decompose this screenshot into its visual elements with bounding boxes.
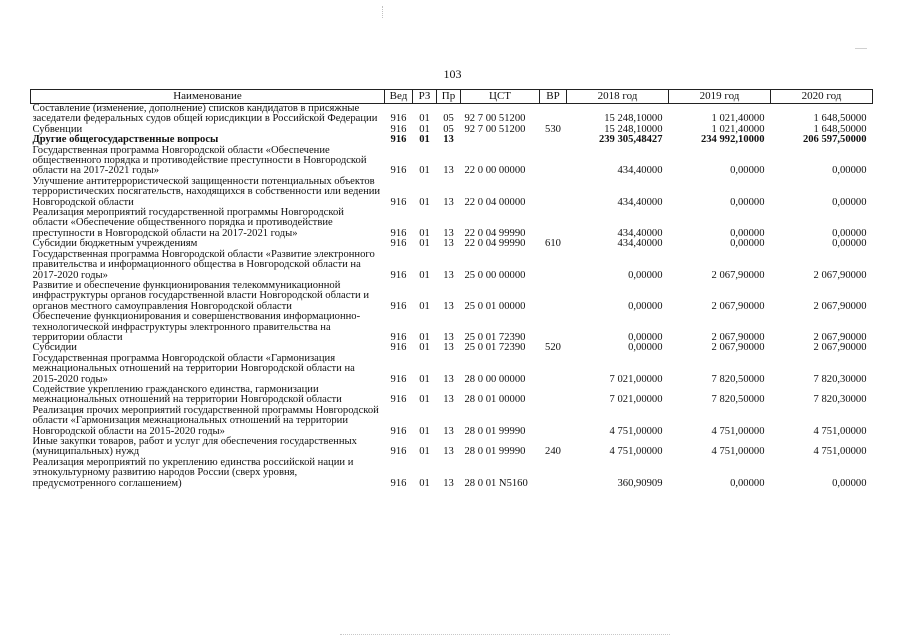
cell-rz: 01 — [419, 446, 430, 458]
cell-cst: 28 0 01 N5160 — [464, 477, 528, 489]
cell-2020: 7 820,30000 — [813, 394, 867, 406]
scan-mark-right — [855, 48, 867, 50]
cell-name: Субсидии бюджетным учреждениям — [32, 238, 198, 250]
cell-vr: 240 — [545, 446, 561, 458]
cell-vr: 520 — [545, 342, 561, 354]
cell-name: Улучшение антитеррористической защищенности потенциальных объектов террористических посягательств, находящихся в собственности или ведении Новгородской области — [32, 175, 381, 208]
cell-rz: 01 — [419, 331, 430, 343]
cell-2018: 7 021,00000 — [609, 394, 663, 406]
cell-rz: 01 — [419, 342, 430, 354]
cell-vr — [540, 458, 567, 489]
cell-pr: 13 — [443, 227, 454, 239]
cell-cst: 22 0 00 00000 — [464, 165, 526, 177]
cell-name: Субсидии — [32, 342, 77, 354]
cell-rz: 01 — [419, 113, 430, 125]
cell-rz: 01 — [419, 373, 430, 385]
cell-ved: 916 — [390, 446, 407, 458]
cell-vr: 530 — [545, 123, 561, 135]
header-ved: Вед — [385, 90, 413, 104]
cell-rz: 01 — [419, 425, 430, 437]
cell-2019: 0,00000 — [730, 238, 765, 250]
cell-2020: 0,00000 — [832, 238, 867, 250]
cell-pr: 13 — [443, 165, 454, 177]
cell-2019: 0,00000 — [730, 227, 765, 239]
cell-2018: 7 021,00000 — [609, 373, 663, 385]
table-row — [31, 104, 873, 125]
cell-pr: 13 — [443, 238, 454, 250]
cell-pr: 05 — [443, 123, 454, 135]
cell-2019: 0,00000 — [730, 477, 765, 489]
table-row — [31, 458, 873, 489]
cell-2019: 7 820,50000 — [711, 373, 765, 385]
cell-cst: 25 0 00 00000 — [464, 269, 526, 281]
cell-rz: 01 — [419, 269, 430, 281]
cell-pr: 13 — [443, 331, 454, 343]
cell-2019: 7 820,50000 — [711, 394, 765, 406]
cell-2019: 4 751,00000 — [711, 446, 765, 458]
cell-cst: 22 0 04 99990 — [464, 238, 526, 250]
cell-ved: 916 — [390, 134, 407, 146]
header-cst: ЦСТ — [461, 90, 540, 104]
cell-name: Другие общегосударственные вопросы — [32, 134, 219, 146]
cell-2020: 0,00000 — [832, 227, 867, 239]
cell-pr: 05 — [443, 113, 454, 125]
cell-name: Реализация мероприятий государственной программы Новгородской области «Обеспечение общественного порядка и противодействие преступности в Новгородской области на 2017-2021 годы» — [32, 207, 344, 239]
cell-2020: 1 648,50000 — [813, 113, 867, 125]
cell-vr — [540, 281, 567, 312]
cell-2018: 434,40000 — [617, 238, 663, 250]
cell-2018: 4 751,00000 — [609, 446, 663, 458]
cell-pr: 13 — [443, 134, 454, 146]
cell-vr: 610 — [545, 238, 561, 250]
cell-vr — [540, 385, 567, 406]
cell-cst: 22 0 04 99990 — [464, 227, 526, 239]
cell-name: Обеспечение функционирования и совершенствования информационно- технологической инфраструктуры электронного правительства на территории области — [32, 311, 361, 343]
cell-vr — [540, 312, 567, 343]
cell-2019: 2 067,90000 — [711, 269, 765, 281]
cell-2018: 4 751,00000 — [609, 425, 663, 437]
cell-2018: 434,40000 — [617, 165, 663, 177]
cell-pr: 13 — [443, 342, 454, 354]
cell-pr: 13 — [443, 300, 454, 312]
cell-2018: 0,00000 — [628, 342, 663, 354]
cell-rz: 01 — [419, 134, 430, 146]
cell-name: Субвенции — [32, 123, 83, 135]
header-2018: 2018 год — [567, 90, 669, 104]
cell-cst: 92 7 00 51200 — [464, 113, 526, 125]
cell-ved: 916 — [390, 196, 407, 208]
scan-smudge-bottom — [340, 634, 670, 637]
cell-name: Государственная программа Новгородской области «Развитие электронного правительства и информационного общества в Новгородской области на 2017-2020 годы» — [32, 248, 375, 281]
cell-rz: 01 — [419, 300, 430, 312]
header-2020: 2020 год — [771, 90, 873, 104]
cell-ved: 916 — [390, 123, 407, 135]
cell-ved: 916 — [390, 342, 407, 354]
cell-2018: 360,90909 — [617, 477, 663, 489]
cell-vr — [540, 177, 567, 208]
budget-table — [30, 89, 873, 489]
header-rz: РЗ — [413, 90, 437, 104]
table-row — [31, 385, 873, 406]
cell-ved: 916 — [390, 394, 407, 406]
table-row — [31, 250, 873, 281]
cell-ved: 916 — [390, 425, 407, 437]
cell-2018: 0,00000 — [628, 331, 663, 343]
cell-2020: 0,00000 — [832, 196, 867, 208]
cell-2020: 0,00000 — [832, 165, 867, 177]
cell-vr — [540, 146, 567, 177]
cell-cst: 28 0 01 00000 — [464, 394, 526, 406]
table-row — [31, 208, 873, 239]
cell-pr: 13 — [443, 446, 454, 458]
table-row — [31, 177, 873, 208]
page-number: 103 — [443, 67, 462, 81]
cell-ved: 916 — [390, 477, 407, 489]
cell-cst: 28 0 01 99990 — [464, 446, 526, 458]
cell-cst: 92 7 00 51200 — [464, 123, 526, 135]
cell-vr — [540, 354, 567, 385]
cell-rz: 01 — [419, 196, 430, 208]
cell-ved: 916 — [390, 373, 407, 385]
cell-2020: 2 067,90000 — [813, 269, 867, 281]
cell-2019: 2 067,90000 — [711, 300, 765, 312]
cell-vr — [540, 135, 567, 145]
cell-rz: 01 — [419, 165, 430, 177]
cell-2019: 4 751,00000 — [711, 425, 765, 437]
cell-2018: 434,40000 — [617, 196, 663, 208]
cell-ved: 916 — [390, 113, 407, 125]
cell-2020: 7 820,30000 — [813, 373, 867, 385]
cell-2020: 1 648,50000 — [813, 123, 867, 135]
cell-rz: 01 — [419, 123, 430, 135]
cell-name: Реализация мероприятий по укреплению единства российской нации и этнокультурному развитию народов России (сверх уровня, предусмотренного соглашением) — [32, 456, 354, 489]
table-row — [31, 312, 873, 343]
cell-rz: 01 — [419, 238, 430, 250]
table-row — [31, 354, 873, 385]
cell-pr: 13 — [443, 477, 454, 489]
cell-cst: 28 0 01 99990 — [464, 425, 526, 437]
cell-2019: 1 021,40000 — [711, 113, 765, 125]
cell-ved: 916 — [390, 165, 407, 177]
cell-2018: 239 305,48427 — [598, 134, 663, 146]
cell-2019: 0,00000 — [730, 165, 765, 177]
cell-name: Иные закупки товаров, работ и услуг для обеспечения государственных (муниципальных) нужд — [32, 436, 357, 458]
header-name: Наименование — [31, 90, 385, 104]
cell-2020: 2 067,90000 — [813, 331, 867, 343]
cell-2018: 434,40000 — [617, 227, 663, 239]
cell-2019: 2 067,90000 — [711, 331, 765, 343]
cell-ved: 916 — [390, 269, 407, 281]
cell-ved: 916 — [390, 227, 407, 239]
cell-vr — [540, 250, 567, 281]
cell-name: Развитие и обеспечение функционирования телекоммуникационной инфраструктуры органов государственной власти Новгородской области и органов местного самоуправления Новгородской области — [32, 279, 370, 312]
cell-2020: 4 751,00000 — [813, 425, 867, 437]
cell-rz: 01 — [419, 227, 430, 239]
cell-2018: 0,00000 — [628, 300, 663, 312]
header-vr: ВР — [540, 90, 567, 104]
cell-name: Составление (изменение, дополнение) списков кандидатов в присяжные заседатели федеральных судов общей юрисдикции в Российской Федерации — [32, 103, 378, 125]
cell-cst: 25 0 01 72390 — [464, 331, 526, 343]
table-row — [31, 281, 873, 312]
cell-pr: 13 — [443, 269, 454, 281]
cell-pr: 13 — [443, 373, 454, 385]
table-header-row — [31, 90, 873, 104]
scan-mark-top — [382, 6, 385, 18]
header-2019: 2019 год — [669, 90, 771, 104]
cell-2019: 2 067,90000 — [711, 342, 765, 354]
cell-2020: 206 597,50000 — [802, 134, 867, 146]
cell-name: Реализация прочих мероприятий государственной программы Новгородской области «Гармонизация межнациональных отношений на территории Новгородской области на 2015-2020 годы» — [32, 404, 379, 437]
table-row — [31, 437, 873, 458]
table-row — [31, 406, 873, 437]
cell-2020: 2 067,90000 — [813, 342, 867, 354]
cell-vr — [540, 104, 567, 125]
cell-cst — [461, 135, 540, 145]
cell-2020: 4 751,00000 — [813, 446, 867, 458]
cell-cst: 22 0 04 00000 — [464, 196, 526, 208]
cell-2020: 2 067,90000 — [813, 300, 867, 312]
header-pr: Пр — [437, 90, 461, 104]
cell-pr: 13 — [443, 394, 454, 406]
cell-vr — [540, 208, 567, 239]
cell-cst: 25 0 01 00000 — [464, 300, 526, 312]
cell-vr — [540, 406, 567, 437]
cell-name: Содействие укреплению гражданского единства, гармонизации межнациональных отношений на территории Новгородской области — [32, 383, 342, 406]
cell-name: Государственная программа Новгородской области «Гармонизация межнациональных отношений на территории Новгородской области на 2015-2020 годы» — [32, 352, 355, 385]
cell-ved: 916 — [390, 300, 407, 312]
cell-name: Государственная программа Новгородской области «Обеспечение общественного порядка и противодействие преступности в Новгородской области на 2017-2021 годы» — [32, 144, 367, 177]
cell-2019: 0,00000 — [730, 196, 765, 208]
table-body — [31, 104, 873, 490]
cell-rz: 01 — [419, 394, 430, 406]
table-row — [31, 146, 873, 177]
cell-cst: 25 0 01 72390 — [464, 342, 526, 354]
cell-pr: 13 — [443, 425, 454, 437]
cell-2018: 15 248,10000 — [604, 123, 663, 135]
cell-rz: 01 — [419, 477, 430, 489]
cell-ved: 916 — [390, 331, 407, 343]
cell-2019: 234 992,10000 — [700, 134, 765, 146]
cell-2020: 0,00000 — [832, 477, 867, 489]
cell-cst: 28 0 00 00000 — [464, 373, 526, 385]
cell-2018: 15 248,10000 — [604, 113, 663, 125]
cell-2019: 1 021,40000 — [711, 123, 765, 135]
cell-ved: 916 — [390, 238, 407, 250]
cell-pr: 13 — [443, 196, 454, 208]
cell-2018: 0,00000 — [628, 269, 663, 281]
